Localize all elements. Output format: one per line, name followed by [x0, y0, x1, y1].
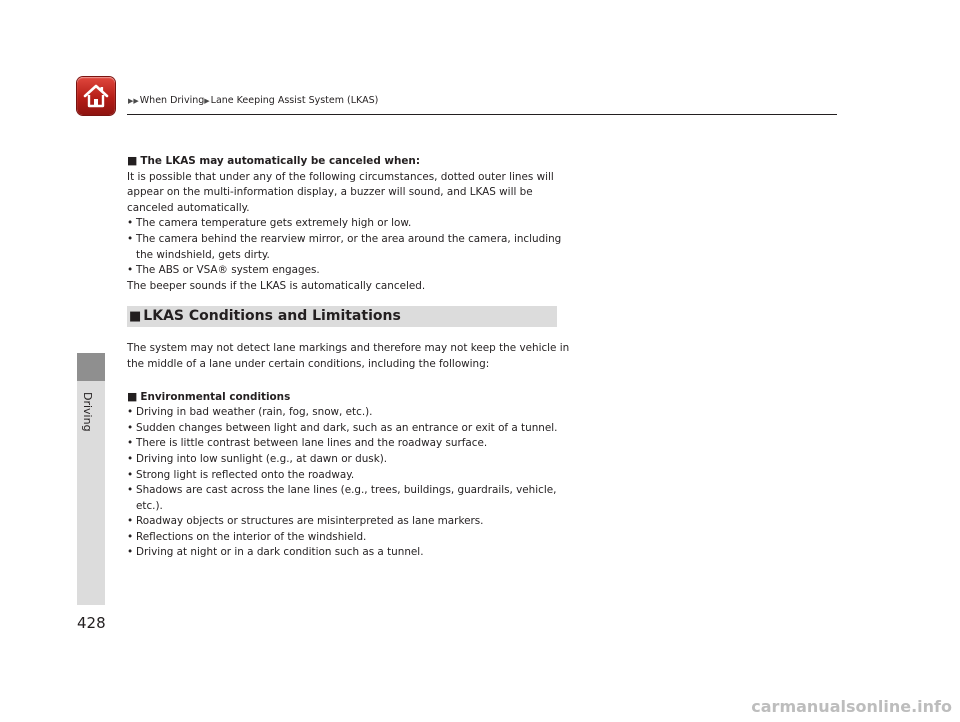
- side-tab[interactable]: [77, 353, 105, 605]
- breadcrumb: [128, 95, 378, 107]
- home-icon: [82, 83, 110, 109]
- paragraph-line: It is possible that under any of the following circumstances, dotted outer lines will: [127, 170, 554, 183]
- list-item: • Roadway objects or structures are misinterpreted as lane markers.: [127, 514, 567, 530]
- page-number: 428: [77, 614, 106, 632]
- list-item: • Sudden changes between light and dark, such as an entrance or exit of a tunnel.: [127, 421, 567, 437]
- heading-marker: ■: [127, 389, 138, 403]
- section-marker: ■: [129, 309, 142, 325]
- breadcrumb-item-when-driving[interactable]: When Driving: [139, 95, 205, 106]
- list-item: • The ABS or VSA® system engages.: [127, 263, 567, 279]
- breadcrumb-separator: ▶: [204, 97, 210, 105]
- list-item: • Driving in bad weather (rain, fog, snow, etc.).: [127, 405, 567, 421]
- list-item: • Reflections on the interior of the windshield.: [127, 530, 567, 546]
- list-item: • The camera behind the rearview mirror, or the area around the camera, including the windshield, gets dirty.: [127, 232, 567, 263]
- paragraph-line: the middle of a lane under certain conditions, including the following:: [127, 357, 490, 370]
- header-rule: [127, 114, 837, 115]
- heading-text: Environmental conditions: [140, 390, 291, 403]
- section-title-bar: [127, 306, 557, 327]
- paragraph-line: The beeper sounds if the LKAS is automatically canceled.: [127, 279, 426, 292]
- heading-auto-cancel: [127, 153, 567, 170]
- home-button[interactable]: [77, 77, 115, 115]
- paragraph-line: canceled automatically.: [127, 201, 250, 214]
- list-item: • The camera temperature gets extremely high or low.: [127, 216, 567, 232]
- list-item: • There is little contrast between lane lines and the roadway surface.: [127, 436, 567, 452]
- section-title: LKAS Conditions and Limitations: [143, 308, 401, 325]
- list-item: • Shadows are cast across the lane lines (e.g., trees, buildings, guardrails, vehicle, etc.).: [127, 483, 567, 514]
- paragraph-line: appear on the multi-information display, a buzzer will sound, and LKAS will be: [127, 186, 533, 199]
- main-content: [127, 153, 570, 561]
- breadcrumb-marker: ▶▶: [128, 97, 139, 105]
- list-item: • Strong light is reflected onto the roadway.: [127, 468, 567, 484]
- heading-marker: ■: [127, 154, 138, 167]
- breadcrumb-item-lkas[interactable]: Lane Keeping Assist System (LKAS): [210, 95, 379, 106]
- paragraph-line: The system may not detect lane markings and therefore may not keep the vehicle in: [127, 342, 570, 355]
- watermark: carmanualsonline.info: [751, 697, 952, 716]
- heading-text: The LKAS may automatically be canceled when:: [140, 155, 420, 167]
- side-tab-label: Driving: [81, 392, 94, 432]
- side-tab-marker: [77, 353, 105, 381]
- heading-environmental: [127, 389, 567, 406]
- list-item: • Driving at night or in a dark condition such as a tunnel.: [127, 545, 567, 561]
- list-item: • Driving into low sunlight (e.g., at dawn or dusk).: [127, 452, 567, 468]
